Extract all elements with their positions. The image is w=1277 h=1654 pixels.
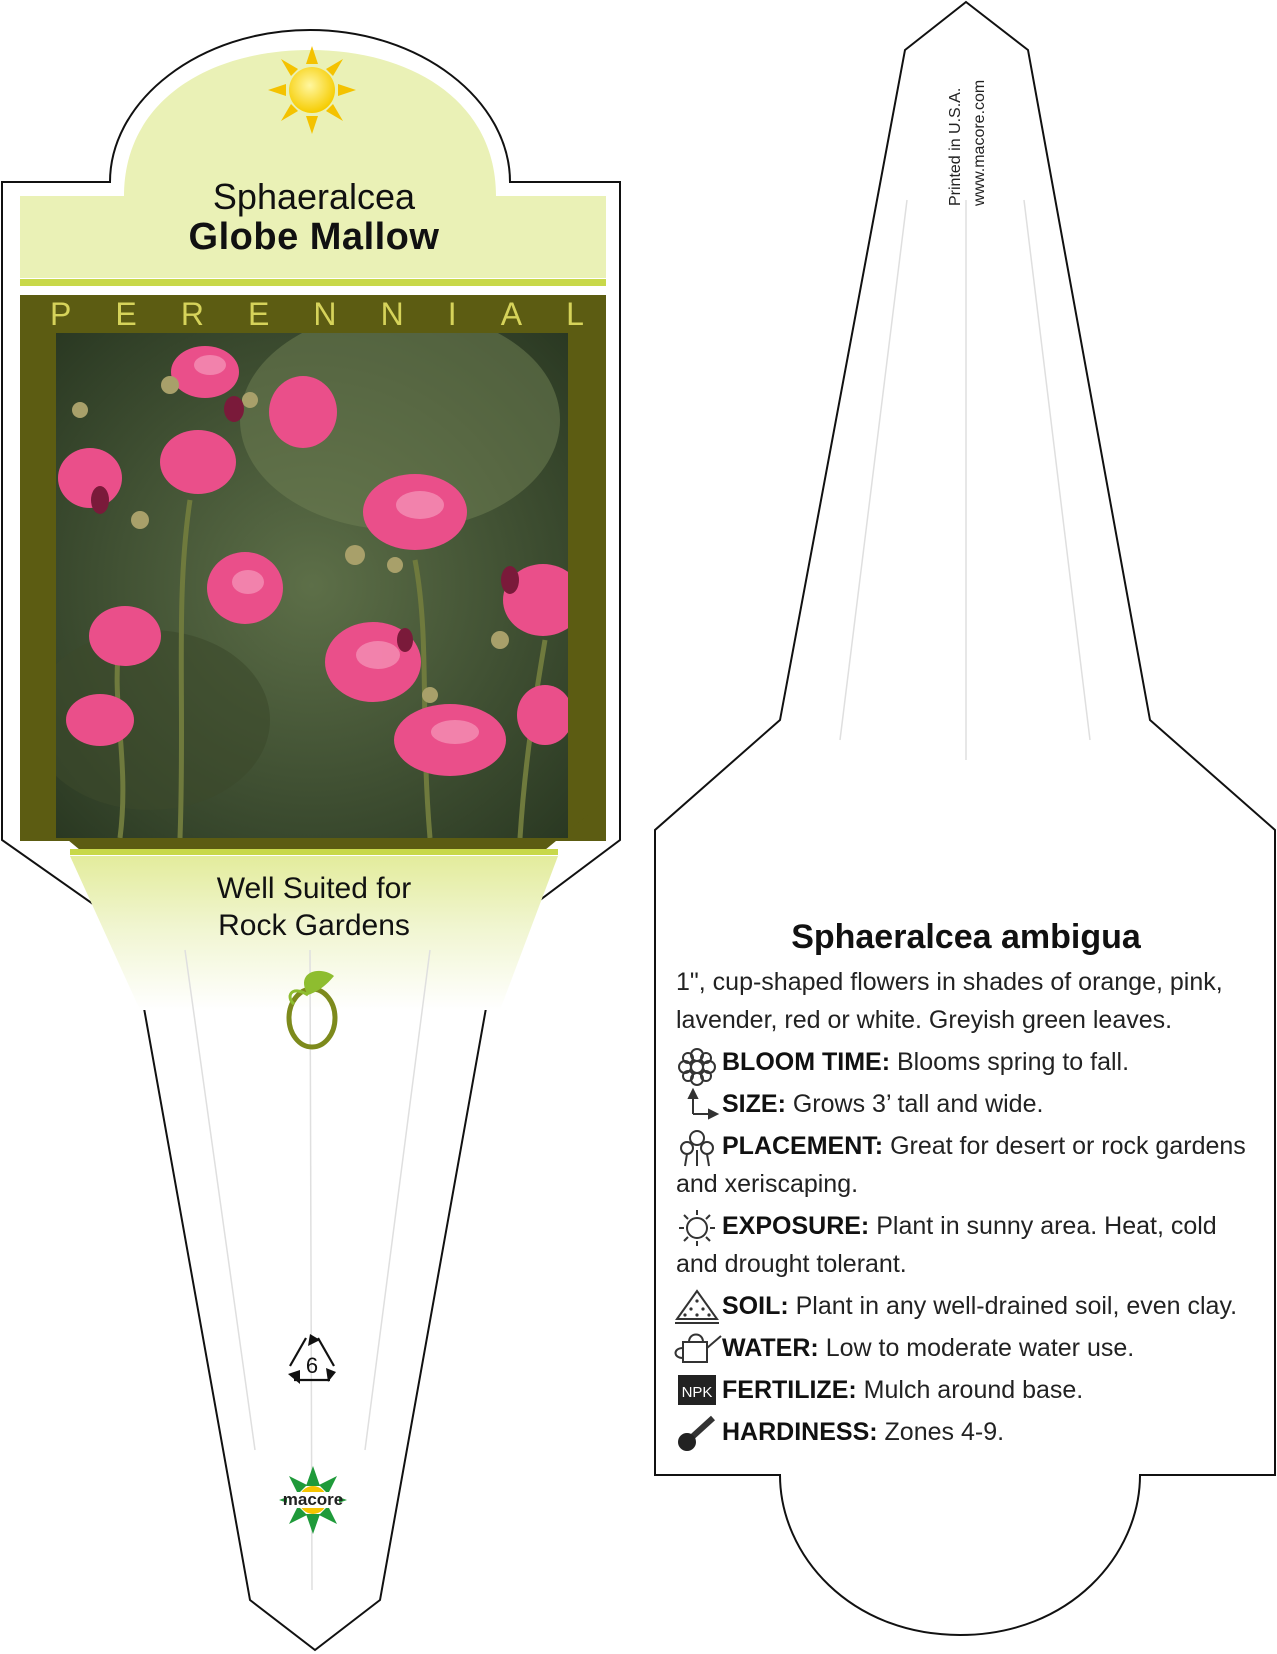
category-letter: P	[50, 296, 72, 332]
category-letter: N	[313, 296, 337, 332]
category-letter: A	[500, 296, 523, 332]
attr-value: Blooms spring to fall.	[896, 1048, 1130, 1076]
flower-icon	[676, 1043, 714, 1077]
attr-label: FERTILIZE:	[722, 1376, 857, 1404]
category-letter: R	[180, 296, 204, 332]
tagline-line-2: Rock Gardens	[218, 909, 410, 942]
lower-stripe	[70, 849, 558, 855]
size-arrows-icon	[676, 1085, 714, 1119]
printed-in-usa: Printed in U.S.A.	[947, 87, 964, 206]
category-label	[50, 296, 584, 333]
attr-label: SOIL:	[722, 1292, 789, 1320]
plant-description: 1", cup-shaped flowers in shades of orange, pink, lavender, red or white. Greyish green leaves.	[676, 968, 1223, 1034]
attr-hardiness	[676, 1413, 1256, 1451]
flower-photo	[30, 310, 583, 838]
category-letter: I	[447, 296, 457, 332]
genus-title: Sphaeralcea	[212, 176, 416, 217]
attr-exposure	[676, 1207, 1256, 1283]
attr-value: Great for desert or rock gardens and xeriscaping.	[676, 1132, 1246, 1198]
attr-water	[676, 1329, 1256, 1367]
sun-icon	[268, 46, 356, 134]
attr-value: Low to moderate water use.	[825, 1334, 1135, 1362]
botanical-name: Sphaeralcea ambigua	[791, 918, 1141, 956]
back-content	[676, 918, 1256, 1451]
brand-logo-text: macore	[282, 1490, 344, 1509]
attr-value: Zones 4-9.	[884, 1418, 1005, 1446]
tagline	[20, 870, 608, 944]
attr-label: PLACEMENT:	[722, 1132, 884, 1160]
thermometer-icon	[676, 1413, 714, 1447]
header-stripe	[20, 279, 606, 286]
sun-outline-icon	[676, 1207, 714, 1241]
attr-size	[676, 1085, 1256, 1123]
attr-label: EXPOSURE:	[722, 1212, 870, 1240]
common-name-title: Globe Mallow	[188, 216, 440, 258]
category-letter: E	[247, 296, 270, 332]
npk-icon-text: NPK	[681, 1384, 713, 1401]
attr-value: Grows 3’ tall and wide.	[792, 1090, 1044, 1118]
tagline-line-1: Well Suited for	[216, 872, 412, 905]
watering-can-icon	[676, 1329, 714, 1363]
attr-label: HARDINESS:	[722, 1418, 878, 1446]
attr-label: BLOOM TIME:	[722, 1048, 891, 1076]
placement-icon	[676, 1127, 714, 1161]
category-letter: E	[115, 296, 137, 332]
recycle-code: 6	[305, 1353, 319, 1378]
attr-label: SIZE:	[722, 1090, 786, 1118]
category-letter: L	[566, 296, 584, 332]
attr-value: Mulch around base.	[863, 1376, 1084, 1404]
attr-value: Plant in sunny area. Heat, cold and drought tolerant.	[676, 1212, 1217, 1278]
soil-icon	[676, 1287, 714, 1321]
category-letter: N	[380, 296, 404, 332]
attr-bloom-time	[676, 1043, 1256, 1081]
attr-value: Plant in any well-drained soil, even clay.	[795, 1292, 1238, 1320]
attr-label: WATER:	[722, 1334, 819, 1362]
attr-soil	[676, 1287, 1256, 1325]
website-url: www.macore.com	[971, 79, 988, 206]
attr-fertilize	[676, 1371, 1256, 1409]
npk-icon	[676, 1371, 714, 1405]
attr-placement	[676, 1127, 1256, 1203]
